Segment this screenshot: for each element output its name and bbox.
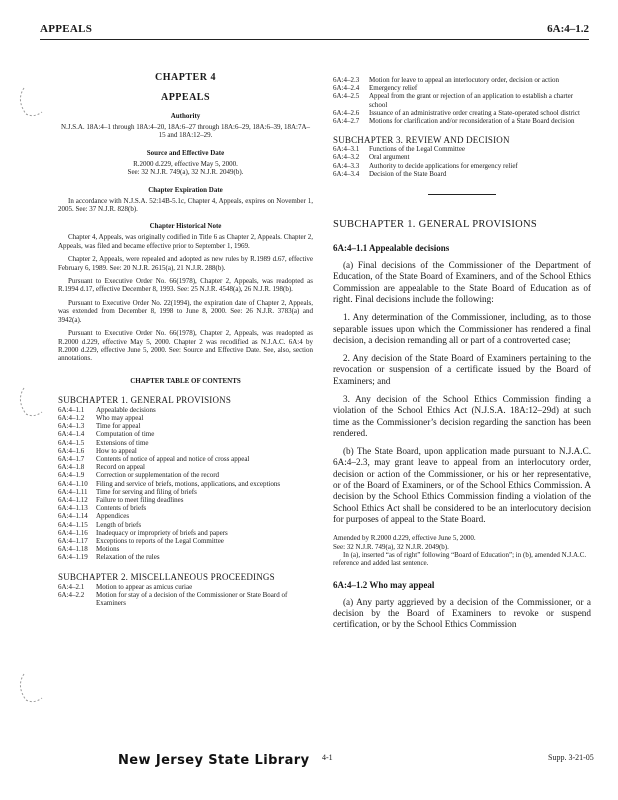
body-paragraph: (a) Final decisions of the Commissioner of the Department of Education, of the State Board of Examiners, and of the School Ethics Commission are appealable to the State Board of Education as of right. Final decisions include the following: xyxy=(333,260,591,304)
toc-item-number: 6A:4–1.9 xyxy=(58,471,85,480)
toc-item xyxy=(58,430,313,438)
amendment-note: Amended by R.2000 d.229, effective June 5, 2000. xyxy=(333,534,476,543)
left-column xyxy=(58,52,313,607)
toc-item-title: Motions xyxy=(96,545,120,554)
body-paragraph: (b) The State Board, upon application made pursuant to N.J.A.C. 6A:4–2.3, may grant leave to appeal from an interlocutory order, decision or action of the Commissioner, or his or her representative, or of the Board of Examiners, or of the School Ethics Commission. A decision by the School Ethics Commission finding a violation of the School Ethics Act shall be considered to be an interlocutory decision for purposes of appeal to the State Board. xyxy=(333,446,591,524)
toc-item-title: Motion to appear as amicus curiae xyxy=(96,582,193,591)
toc-item-title: Time for serving and filing of briefs xyxy=(96,487,197,496)
toc-item-title: Appendices xyxy=(96,512,130,521)
toc-list xyxy=(58,583,313,608)
toc-item-number: 6A:4–1.14 xyxy=(58,512,88,521)
history-paragraph: Chapter 2, Appeals, were repealed and adopted as new rules by R.1989 d.67, effective February 6, 1989. See: 20 N.J.R. 2615(a), 21 N.J.R. 288(b). xyxy=(58,255,313,272)
toc-item-number: 6A:4–2.4 xyxy=(333,84,360,93)
toc-item-title: Appealable decisions xyxy=(96,405,156,414)
body-paragraph: 2. Any decision of the State Board of Examiners pertaining to the revocation or suspension of a certificate issued by the Board of Examiners; and xyxy=(333,353,591,386)
toc-item xyxy=(58,439,313,447)
toc-item-number: 6A:4–1.6 xyxy=(58,446,85,455)
toc-item xyxy=(333,84,591,92)
section-heading: 6A:4–1.2 Who may appeal xyxy=(333,579,435,590)
authority-text: N.J.S.A. 18A:4–1 through 18A:4–20, 18A:6–27 through 18A:6–29, 18A:6–39, 18A:7A–15 and 18A:12–29. xyxy=(60,123,311,140)
subchapter-title: SUBCHAPTER 1. GENERAL PROVISIONS xyxy=(58,394,232,405)
source-heading: Source and Effective Date xyxy=(146,148,225,157)
toc-item-number: 6A:4–1.4 xyxy=(58,430,85,439)
toc-item-number: 6A:4–1.16 xyxy=(58,528,88,537)
toc-item-number: 6A:4–1.10 xyxy=(58,479,88,488)
toc-item-number: 6A:4–1.1 xyxy=(58,405,85,414)
toc-item-number: 6A:4–1.13 xyxy=(58,504,88,513)
toc-item-number: 6A:4–1.5 xyxy=(58,438,85,447)
toc-item-title: Computation of time xyxy=(96,430,155,439)
history-paragraph: Chapter 4, Appeals, was originally codified in Title 6 as Chapter 2, Appeals. Chapter 2, Appeals, was filed and became effective prior to September 1, 1969. xyxy=(58,233,313,250)
body-paragraph: 1. Any determination of the Commissioner, including, as to those separable issues upon which the Commissioner has rendered a final decision, a decision remanding all or part of a controverted case; xyxy=(333,312,591,345)
toc-heading: CHAPTER TABLE OF CONTENTS xyxy=(130,376,241,385)
toc-item xyxy=(333,170,591,178)
toc-item xyxy=(58,488,313,496)
toc-item-title: Length of briefs xyxy=(96,520,142,529)
toc-item-title: Motion for stay of a decision of the Commissioner or State Board of Examiners xyxy=(96,590,288,607)
toc-item xyxy=(58,521,313,529)
toc-item xyxy=(333,76,591,84)
toc-item xyxy=(333,162,591,170)
toc-item-number: 6A:4–3.1 xyxy=(333,145,360,154)
toc-item-title: Inadequacy or impropriety of briefs and papers xyxy=(96,528,228,537)
toc-item-number: 6A:4–1.8 xyxy=(58,463,85,472)
toc-item xyxy=(333,109,591,117)
toc-list xyxy=(333,76,591,125)
header-left: APPEALS xyxy=(40,23,93,35)
toc-item xyxy=(58,455,313,463)
toc-item xyxy=(58,537,313,545)
toc-item-title: Failure to meet filing deadlines xyxy=(96,495,184,504)
right-column xyxy=(333,76,591,631)
amendment-note: In (a), inserted “as of right” following “Board of Education”; in (b), amended N.J.A.C. reference and added last sentence. xyxy=(333,551,587,568)
toc-item-title: Exceptions to reports of the Legal Committee xyxy=(96,536,224,545)
punch-hole-icon xyxy=(14,382,54,420)
toc-item-number: 6A:4–1.17 xyxy=(58,536,88,545)
toc-item-title: Extensions of time xyxy=(96,438,149,447)
toc-item xyxy=(58,591,313,607)
chapter-number: CHAPTER 4 xyxy=(155,72,216,83)
section-divider xyxy=(428,194,496,195)
toc-item xyxy=(58,471,313,479)
toc-item-number: 6A:4–2.2 xyxy=(58,590,85,599)
toc-item-title: Contents of briefs xyxy=(96,504,147,513)
section-heading: 6A:4–1.1 Appealable decisions xyxy=(333,243,450,254)
subchapter-title: SUBCHAPTER 2. MISCELLANEOUS PROCEEDINGS xyxy=(58,571,275,582)
toc-item xyxy=(58,529,313,537)
subchapter-heading: SUBCHAPTER 1. GENERAL PROVISIONS xyxy=(333,219,538,231)
expiration-text: In accordance with N.J.S.A. 52:14B-5.1c, Chapter 4, Appeals, expires on November 1, 2005. See: 37 N.J.R. 828(b). xyxy=(58,196,313,214)
toc-item-title: Correction or supplementation of the record xyxy=(96,471,220,480)
toc-item-title: Issuance of an administrative order creating a State-operated school district xyxy=(369,108,580,117)
history-paragraph: Pursuant to Executive Order No. 66(1978), Chapter 2, Appeals, was readopted as R.1994 d.17, effective December 8, 1993. See: 25 N.J.R. 4548(a), 26 N.J.R. 198(b). xyxy=(58,277,313,294)
header-right: 6A:4–1.2 xyxy=(547,23,589,35)
toc-item xyxy=(333,117,591,125)
toc-item-title: Filing and service of briefs, motions, applications, and exceptions xyxy=(96,479,281,488)
toc-item xyxy=(58,463,313,471)
toc-item-title: Contents of notice of appeal and notice of cross appeal xyxy=(96,454,250,463)
toc-item-title: Motions for clarification and/or reconsideration of a State Board decision xyxy=(369,117,575,126)
toc-item-number: 6A:4–1.7 xyxy=(58,454,85,463)
chapter-title: APPEALS xyxy=(160,92,211,103)
authority-heading: Authority xyxy=(170,112,201,120)
toc-item-number: 6A:4–1.11 xyxy=(58,487,88,496)
toc-item-title: Decision of the State Board xyxy=(369,169,447,178)
toc-item-number: 6A:4–1.19 xyxy=(58,553,88,562)
toc-item-number: 6A:4–2.7 xyxy=(333,117,360,126)
toc-item-number: 6A:4–2.6 xyxy=(333,108,360,117)
toc-item xyxy=(333,145,591,153)
toc-item-number: 6A:4–2.1 xyxy=(58,582,85,591)
toc-item-title: Motion for leave to appeal an interlocutory order, decision or action xyxy=(369,76,560,84)
toc-item xyxy=(58,496,313,504)
toc-item-number: 6A:4–3.3 xyxy=(333,161,360,170)
toc-item-number: 6A:4–1.18 xyxy=(58,545,88,554)
toc-item-title: Appeal from the grant or rejection of an application to establish a charter school xyxy=(369,92,574,109)
expiration-heading: Chapter Expiration Date xyxy=(148,185,223,194)
toc-item-number: 6A:4–2.3 xyxy=(333,76,360,84)
toc-item-number: 6A:4–3.4 xyxy=(333,169,360,178)
body-paragraph: 3. Any decision of the School Ethics Commission finding a violation of the School Ethics Act (N.J.S.A. 18A:12–29d) at such time as the Commissioner’s decision regarding the sanction has been rendered. xyxy=(333,394,591,438)
toc-item-number: 6A:4–1.15 xyxy=(58,520,88,529)
punch-hole-icon xyxy=(14,668,54,706)
library-stamp: New Jersey State Library xyxy=(118,753,310,768)
toc-item-title: How to appeal xyxy=(96,446,137,455)
toc-item xyxy=(58,406,313,414)
amendment-note: See: 32 N.J.R. 749(a), 32 N.J.R. 2049(b). xyxy=(333,542,449,551)
toc-item-number: 6A:4–1.3 xyxy=(58,422,85,431)
toc-item xyxy=(58,583,313,591)
toc-item xyxy=(58,447,313,455)
toc-item-title: Functions of the Legal Committee xyxy=(369,145,466,154)
toc-item-title: Oral argument xyxy=(369,153,410,162)
toc-item xyxy=(58,545,313,553)
running-header xyxy=(40,20,589,40)
body-paragraph: (a) Any party aggrieved by a decision of the Commissioner, or a decision by the Board of Examiners to revoke or suspend certification, or by the School Ethics Commission xyxy=(333,596,591,630)
toc-item xyxy=(58,512,313,520)
toc-item xyxy=(333,92,591,108)
toc-item-title: Who may appeal xyxy=(96,413,144,422)
history-heading: Chapter Historical Note xyxy=(149,222,222,231)
history-paragraph: Pursuant to Executive Order No. 66(1978), Chapter 2, Appeals, was readopted as R.2000 d.229, effective May 5, 2000. Chapter 2 was recodified as N.J.A.C. 6A:4 by R.2000 d.229, effective June 5, 2000. See: Source and Effective Date. See, also, section annotations. xyxy=(58,329,313,363)
toc-item xyxy=(333,153,591,161)
source-line: R.2000 d.229, effective May 5, 2000. xyxy=(133,159,238,168)
toc-item xyxy=(58,504,313,512)
toc-item xyxy=(58,480,313,488)
toc-item xyxy=(58,414,313,422)
toc-item-number: 6A:4–2.5 xyxy=(333,92,360,101)
toc-list xyxy=(333,145,591,178)
toc-item xyxy=(58,422,313,430)
punch-hole-icon xyxy=(14,82,54,120)
toc-item-title: Record on appeal xyxy=(96,463,145,472)
toc-item-number: 6A:4–1.12 xyxy=(58,495,88,504)
toc-item-title: Time for appeal xyxy=(96,422,141,431)
toc-item-number: 6A:4–1.2 xyxy=(58,413,85,422)
page-number: 4-1 xyxy=(322,753,333,762)
toc-item-title: Authority to decide applications for emergency relief xyxy=(369,161,518,170)
subchapter-title: SUBCHAPTER 3. REVIEW AND DECISION xyxy=(333,135,510,146)
toc-item-number: 6A:4–3.2 xyxy=(333,153,360,162)
toc-item xyxy=(58,553,313,561)
history-paragraph: Pursuant to Executive Order No. 22(1994), the expiration date of Chapter 2, Appeals, was extended from December 8, 1998 to June 8, 2000. See: 26 N.J.R. 3783(a) and 3942(a). xyxy=(58,298,313,324)
toc-item-title: Emergency relief xyxy=(369,84,418,93)
supplement-date: Supp. 3-21-05 xyxy=(548,753,594,762)
toc-item-title: Relaxation of the rules xyxy=(96,553,160,562)
source-line: See: 32 N.J.R. 749(a), 32 N.J.R. 2049(b). xyxy=(127,168,244,177)
toc-list xyxy=(58,406,313,562)
